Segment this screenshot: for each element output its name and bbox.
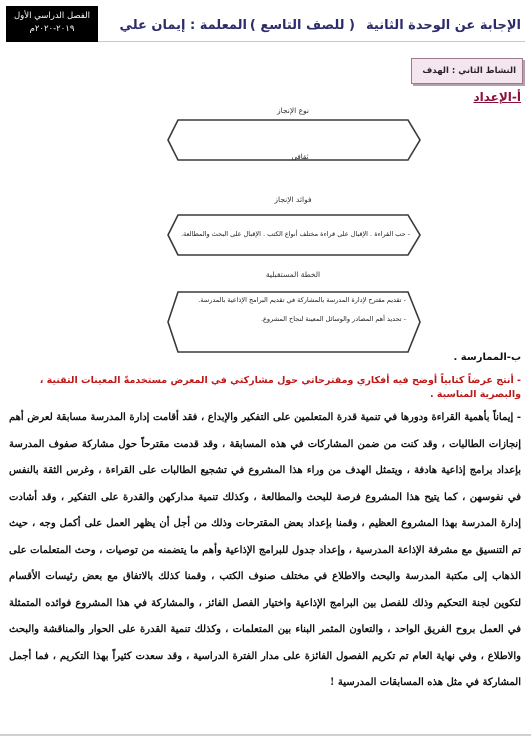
diagram-label-plan: الخطة المستقبلية: [265, 270, 321, 279]
answer-title: الإجابة عن الوحدة الثانية: [366, 18, 521, 33]
activity-badge: النشاط الثاني : الهدف: [411, 58, 523, 84]
task-instruction: - أنتج عرضاً كتابياً أوضح فيه أفكاري ومقترحاتي حول مشاركتي في المعرض مستخدمةً المعينات التقنية ، والبصرية المناسبة .: [39, 375, 521, 400]
box-benefits-text: - حب القراءة . الإقبال على قراءة مختلف أنواع الكتب . الإقبال على البحث والمطالعة.: [180, 230, 410, 238]
section-a-title: أ-الإعداد: [473, 90, 521, 104]
term-label: الفصل الدراسي الأول: [13, 11, 91, 21]
class-label: ( للصف التاسع ): [249, 18, 355, 33]
box-plan-text-2: - تحديد أهم المصادر والوسائل المعينة لنجاح المشروع.: [260, 315, 406, 323]
diagram-arrows: [0, 0, 531, 360]
year-label: ٢٠١٩-٢٠٢٠م: [29, 24, 75, 34]
box-type-text: ثقافي: [291, 153, 309, 161]
essay-paragraph: - إيماناً بأهمية القراءة ودورها في تنمية قدرة المتعلمين على التفكير والإبداع ، فقد أقامت إدارة المدرسة مسابقة لعرض أهم إنجازات الطالبات ، وقد كنت من ضمن المشاركات في هذه المسابقة ، وقد قدمت مقترحاً حول مشاركة صفوف المدرسة بإعداد برامج إذاعية هادفة ، ويتمثل الهدف من وراء هذا المشروع في تشجيع الطالبات على القراءة ، وغرس الثقة بالنفس في نفوسهن ، كما يتيح هذا المشروع فرصة للبحث والمطالعة ، وكذلك تنمية مداركهن والقدرة على التفكير ، وقد أشادت إدارة المدرسة بهذا المشروع العظيم ، وقمنا بإعداد بعض المقترحات وذلك من أجل أن يظهر العمل على أكمل وجه ، حيث تم التنسيق مع مشرفة الإذاعة المدرسية ، وإعداد جدول للبرامج الإذاعية وأهم ما يتضمنه من توصيات ، وحث المتعلمات على الذهاب إلى مكتبة المدرسة والبحث والاطلاع في مختلف صنوف الكتب ، وقمنا كذلك بالاتفاق مع بعض رئيسات الأقسام لتكوين لجنة التحكيم وذلك للفصل بين البرامج الإذاعية واختيار الفصل الفائز ، والمشاركة في هذا المشروع فوائده المتمثلة في العمل بروح الفريق الواحد ، والتعاون المثمر البناء بين المتعلمات ، وكذلك تنمية القدرة على الحوار والمناقشة والبحث والاطلاع ، وفي نهاية العام تم تكريم الفصول الفائزة على مدار الفترة الدراسية ، وقد سعدت كثيراً بهذا التكريم ، فما أجمل المشاركة في مثل هذه المسابقات المدرسية !: [9, 412, 521, 688]
section-b-title: ب-الممارسة .: [453, 352, 521, 363]
teacher-label: المعلمة : إيمان علي: [119, 18, 247, 33]
footer-divider: [0, 734, 531, 736]
box-plan-text-1: - تقديم مقترح لإدارة المدرسة بالمشاركة في تقديم البرامج الإذاعية بالمدرسة.: [198, 296, 406, 304]
diagram-label-benefits: فوائد الإنجاز: [274, 195, 312, 204]
diagram-label-type: نوع الإنجاز: [276, 106, 310, 115]
